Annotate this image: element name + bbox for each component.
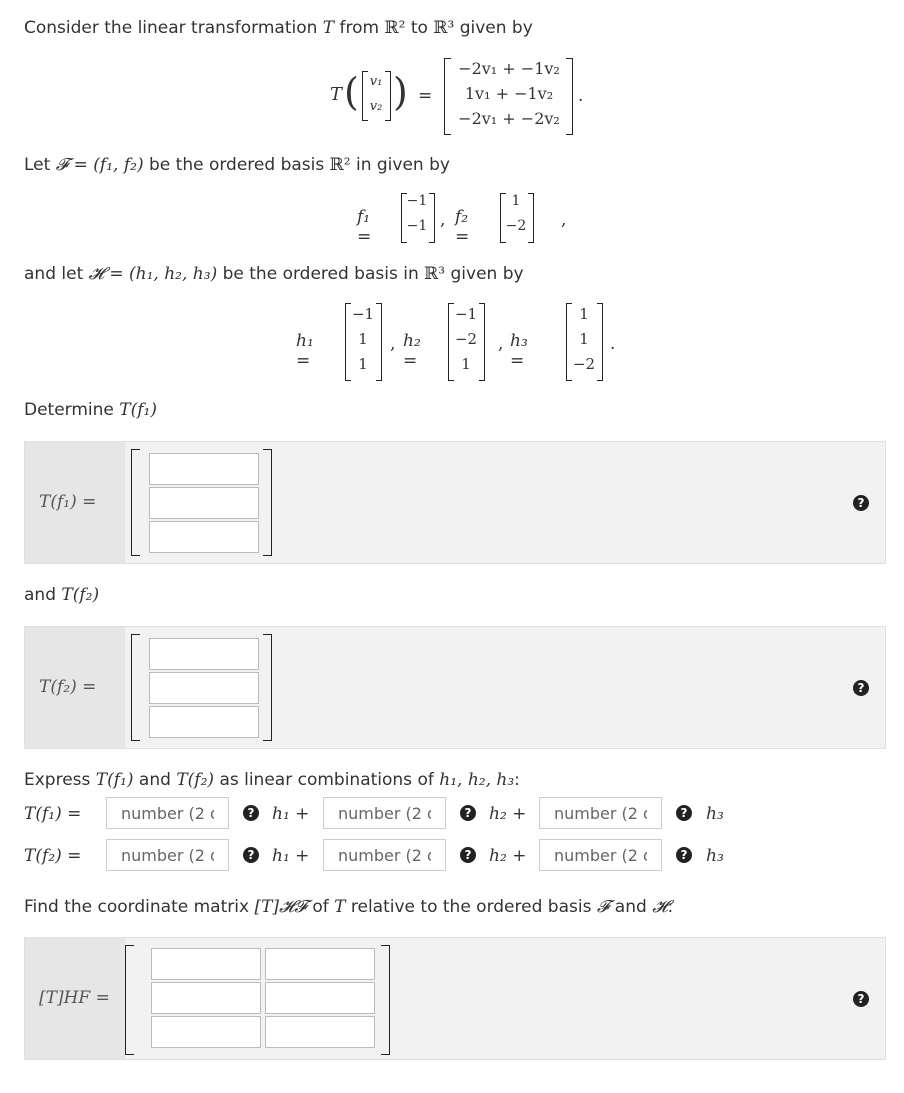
panel-label: T(f₁) = <box>25 442 125 563</box>
tf2-entry-1-input[interactable] <box>150 639 258 669</box>
bracket <box>263 634 272 741</box>
help-icon[interactable]: ? <box>676 805 692 821</box>
paren-left: ( <box>344 70 359 114</box>
answer-panel-tf1 <box>24 441 886 564</box>
tf1-entry-2-input[interactable] <box>150 488 258 518</box>
matrix-entry-r1c1[interactable] <box>151 948 261 980</box>
question-1-text: Determine T(f₁) <box>24 400 158 420</box>
help-icon[interactable]: ? <box>460 805 476 821</box>
tf1-entry-2[interactable] <box>149 487 259 519</box>
matrix-entry-r3c2-input[interactable] <box>266 1017 374 1047</box>
bracket <box>131 449 140 556</box>
paren-right: ) <box>393 70 408 114</box>
tf2-entry-3-input[interactable] <box>150 707 258 737</box>
tf2-coeff-h3-input[interactable] <box>539 839 662 871</box>
transform-T: T <box>330 84 343 105</box>
bracket <box>528 193 534 243</box>
tf1-coeff-h2-input[interactable] <box>323 797 446 829</box>
bracket <box>125 945 134 1055</box>
tf2-coeff-h1-input[interactable] <box>106 839 229 871</box>
tf1-coeff-h3-input[interactable] <box>539 797 662 829</box>
bracket <box>566 58 573 135</box>
help-icon[interactable]: ? <box>853 495 869 511</box>
basis-h-line: and let 𝓗 = (h₁, h₂, h₃) be the ordered basis in ℝ³ given by <box>24 264 524 284</box>
transform-row: −2v₁ + −1v₂ <box>458 59 560 78</box>
bracket <box>376 303 382 381</box>
lincomb-row-tf2: T(f₂) = number (2 decimal places) ? h₁ + number (2 decimal places) ? h₂ + number (2 decimal places) ? h₃ <box>0 839 904 873</box>
help-icon[interactable]: ? <box>853 991 869 1007</box>
bracket <box>429 193 435 243</box>
matrix-entry-r1c2-input[interactable] <box>266 949 374 979</box>
help-icon[interactable]: ? <box>243 805 259 821</box>
help-icon[interactable]: ? <box>243 847 259 863</box>
panel-label: T(f₂) = <box>25 627 125 748</box>
bracket <box>263 449 272 556</box>
intro-line: Consider the linear transformation T from ℝ² to ℝ³ given by <box>24 18 533 38</box>
bracket <box>381 945 390 1055</box>
bracket <box>385 71 391 121</box>
basis-f-line: Let 𝓕 = (f₁, f₂) be the ordered basis ℝ² in given by <box>24 155 450 175</box>
question-3-text: Express T(f₁) and T(f₂) as linear combinations of h₁, h₂, h₃: <box>24 770 520 790</box>
question-2-text: and T(f₂) <box>24 585 100 605</box>
matrix-entry-r1c1-input[interactable] <box>152 949 260 979</box>
help-icon[interactable]: ? <box>853 680 869 696</box>
tf2-entry-2-input[interactable] <box>150 673 258 703</box>
matrix-entry-r2c1-input[interactable] <box>152 983 260 1013</box>
transform-row: 1v₁ + −1v₂ <box>464 84 554 103</box>
bracket <box>597 303 603 381</box>
tf1-entry-3-input[interactable] <box>150 522 258 552</box>
answer-panel-tf2 <box>24 626 886 749</box>
panel-label: [T]HF = <box>25 938 125 1059</box>
question-4-text: Find the coordinate matrix [T]𝓗𝓕 of T relative to the ordered basis 𝓕 and 𝓗: <box>24 897 674 917</box>
bracket <box>479 303 485 381</box>
matrix-entry-r2c1[interactable] <box>151 982 261 1014</box>
tf2-entry-3[interactable] <box>149 706 259 738</box>
tf1-entry-1[interactable] <box>149 453 259 485</box>
help-icon[interactable]: ? <box>676 847 692 863</box>
tf1-entry-3[interactable] <box>149 521 259 553</box>
matrix-entry-r3c2[interactable] <box>265 1016 375 1048</box>
tf2-entry-1[interactable] <box>149 638 259 670</box>
matrix-entry-r3c1[interactable] <box>151 1016 261 1048</box>
bracket <box>131 634 140 741</box>
matrix-entry-r2c2[interactable] <box>265 982 375 1014</box>
tf2-entry-2[interactable] <box>149 672 259 704</box>
matrix-entry-r1c2[interactable] <box>265 948 375 980</box>
lincomb-row-tf1: T(f₁) = number (2 decimal places) ? h₁ + number (2 decimal places) ? h₂ + number (2 decimal places) ? h₃ <box>0 797 904 831</box>
transform-row: −2v₁ + −2v₂ <box>458 109 560 128</box>
tf2-coeff-h2-input[interactable] <box>323 839 446 871</box>
matrix-entry-r2c2-input[interactable] <box>266 983 374 1013</box>
tf1-entry-1-input[interactable] <box>150 454 258 484</box>
tf1-coeff-h1-input[interactable] <box>106 797 229 829</box>
help-icon[interactable]: ? <box>460 847 476 863</box>
matrix-entry-r3c1-input[interactable] <box>152 1017 260 1047</box>
answer-panel-matrix <box>24 937 886 1060</box>
